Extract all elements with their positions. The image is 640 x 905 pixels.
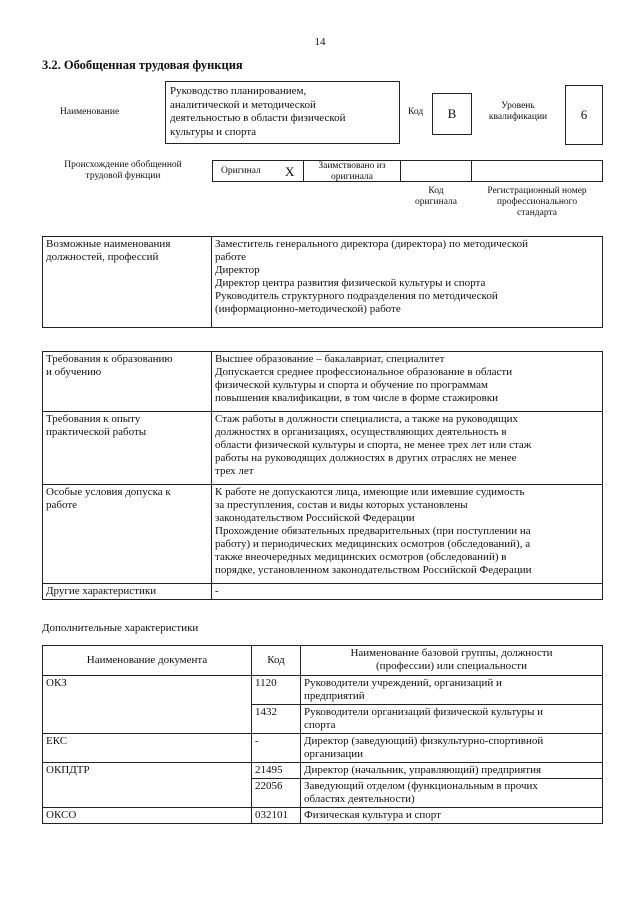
other-characteristics-label	[43, 584, 212, 600]
text-line: профессионального	[496, 197, 578, 207]
origin-label	[48, 160, 198, 182]
table-row	[43, 352, 603, 412]
text-line: Руководители организаций физической культуры и	[304, 706, 544, 718]
code-cell: 1432	[252, 705, 301, 734]
table-header-row	[43, 646, 603, 676]
text-line: Директор (заведующий) физкультурно-спортивной	[304, 735, 544, 747]
doc-cell: ОКЗ	[43, 676, 252, 734]
code-value: B	[432, 93, 472, 135]
education-value	[212, 352, 603, 412]
origin-original-cell	[212, 160, 304, 182]
text-line: Возможные наименования	[46, 238, 171, 250]
text-line: Уровень	[501, 101, 535, 111]
table-row	[43, 734, 603, 763]
name-cell	[301, 705, 603, 734]
qualification-level-label	[478, 101, 558, 123]
name-cell	[301, 779, 603, 808]
text-line: стандарта	[517, 208, 557, 218]
additional-table	[42, 645, 603, 824]
function-name	[170, 85, 395, 139]
text-line: Требования к образованию	[46, 353, 173, 365]
text-line: оригинала	[415, 197, 457, 207]
text-line: должностях в организациях, осуществляющих деятельность в	[215, 426, 507, 438]
text-line: оригинала	[331, 172, 373, 182]
text-line: физической культуры и спорта и обучение по программам	[215, 379, 488, 391]
text-line: Допускается среднее профессиональное образование в области	[215, 366, 513, 378]
function-name-box	[165, 81, 400, 144]
text-line: Заместитель генерального директора (директора) по методической	[215, 238, 529, 250]
code-original-cell	[400, 160, 472, 182]
code-cell: 1120	[252, 676, 301, 705]
text-line: Требования к опыту	[46, 413, 141, 425]
text-line: и обучению	[46, 366, 102, 378]
borrowed-cell	[303, 160, 401, 182]
table-row	[43, 808, 603, 824]
code-label: Код	[408, 107, 424, 117]
borrowed-label	[304, 161, 400, 183]
text-line: Другие характеристики	[46, 585, 157, 597]
text-line: Заведующий отделом (функциональным в прочих	[304, 780, 538, 792]
code-cell: -	[252, 734, 301, 763]
page-number: 14	[314, 36, 326, 48]
text-line: работе	[46, 499, 78, 511]
code-cell: 21495	[252, 763, 301, 779]
text-line: также внеочередных медицинских осмотров (обследований) в	[215, 551, 507, 563]
other-characteristics-value	[212, 584, 603, 600]
text-line: предприятий	[304, 690, 365, 702]
text-line: организации	[304, 748, 364, 760]
special-conditions-label	[43, 485, 212, 584]
table-row	[43, 412, 603, 485]
text-line: практической работы	[46, 426, 147, 438]
name-label: Наименование	[60, 107, 120, 117]
text-line: работе	[215, 251, 247, 263]
text-line: Руководство планированием,	[170, 85, 307, 97]
text-line: Код	[428, 186, 444, 196]
col-code-header: Код	[252, 646, 301, 676]
text-line: Директор	[215, 264, 260, 276]
special-conditions-value	[212, 485, 603, 584]
text-line: Руководитель структурного подразделения по методической	[215, 290, 498, 302]
code-cell: 22056	[252, 779, 301, 808]
text-line: Прохождение обязательных предварительных (при поступлении на	[215, 525, 531, 537]
doc-cell: ЕКС	[43, 734, 252, 763]
text-line: Директор центра развития физической культуры и спорта	[215, 277, 486, 289]
text-line: спорта	[304, 719, 336, 731]
text-line: Высшее образование – бакалавриат, специалитет	[215, 353, 445, 365]
positions-label	[43, 237, 212, 328]
text-line: работы на руководящих должностях в других отраслях не менее	[215, 452, 517, 464]
reg-number-cell	[471, 160, 603, 182]
experience-value	[212, 412, 603, 485]
text-line: Директор (начальник, управляющий) предприятия	[304, 764, 542, 776]
text-line: трех лет	[215, 465, 254, 477]
text-line: деятельностью в области физической	[170, 112, 346, 124]
reg-number-label	[471, 186, 603, 219]
experience-label	[43, 412, 212, 485]
original-mark: X	[285, 164, 295, 179]
doc-cell: ОКПДТР	[43, 763, 252, 808]
code-cell: 032101	[252, 808, 301, 824]
text-line: повышения квалификации, в том числе в форме стажировки	[215, 392, 499, 404]
text-line: культуры и спорта	[170, 125, 257, 138]
table-row	[43, 676, 603, 705]
name-cell	[301, 676, 603, 705]
name-cell	[301, 734, 603, 763]
text-line: работу) и периодических медицинских осмотров (обследований), а	[215, 538, 531, 550]
text-line: Заимствовано из	[318, 161, 386, 171]
text-line: за преступления, состав и виды которых установлены	[215, 499, 468, 511]
text-line: аналитической и методической	[170, 98, 316, 111]
text-line: (информационно-методической) работе	[215, 303, 401, 315]
code-original-label	[400, 186, 472, 208]
text-line: должностей, профессий	[46, 251, 159, 263]
name-cell	[301, 808, 603, 824]
text-line: Стаж работы в должности специалиста, а также на руководящих	[215, 413, 518, 425]
table-row	[43, 584, 603, 600]
text-line: Регистрационный номер	[487, 186, 587, 196]
text-line: Руководители учреждений, организаций и	[304, 677, 502, 689]
section-title: 3.2. Обобщенная трудовая функция	[42, 58, 243, 72]
requirements-table	[42, 351, 603, 600]
text-line: областях деятельности)	[304, 793, 415, 805]
table-row	[43, 763, 603, 779]
text-line: Наименование базовой группы, должности	[350, 647, 553, 659]
text-line: квалификации	[488, 112, 548, 122]
name-cell	[301, 763, 603, 779]
additional-title: Дополнительные характеристики	[42, 622, 199, 634]
positions-value	[212, 237, 603, 328]
text-line: области физической культуры и спорта, не менее трех лет или стаж	[215, 439, 532, 451]
col-doc-header: Наименование документа	[43, 646, 252, 676]
positions-table	[42, 236, 603, 328]
qualification-level-value: 6	[565, 85, 603, 145]
doc-cell: ОКСО	[43, 808, 252, 824]
text-line: К работе не допускаются лица, имеющие или имевшие судимость	[215, 486, 525, 498]
col-name-header	[301, 646, 603, 676]
education-label	[43, 352, 212, 412]
text-line: Особые условия допуска к	[46, 486, 171, 498]
original-label: Оригинал	[221, 166, 261, 176]
text-line: (профессии) или специальности	[376, 660, 527, 672]
table-row	[43, 485, 603, 584]
text-line: Физическая культура и спорт	[304, 809, 441, 821]
text-line: трудовой функции	[85, 171, 161, 181]
text-line: Происхождение обобщенной	[64, 160, 182, 170]
table-row	[43, 237, 603, 328]
text-line: -	[215, 585, 219, 597]
text-line: порядке, установленном законодательством Российской Федерации	[215, 564, 532, 576]
text-line: законодательством Российской Федерации	[215, 512, 415, 524]
